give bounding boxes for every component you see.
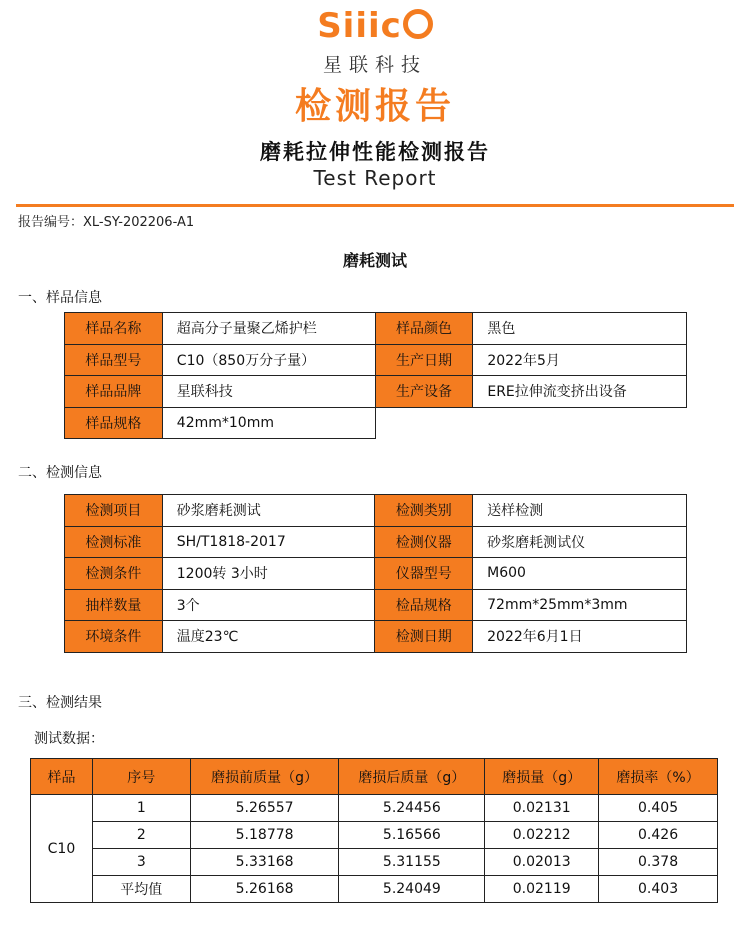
table-cell: 0.02119: [485, 876, 599, 903]
column-header: 磨损前质量（g）: [190, 759, 339, 795]
header-divider: [16, 204, 734, 207]
info-value: 72mm*25mm*3mm: [473, 589, 687, 621]
report-subtitle-en: Test Report: [313, 166, 437, 190]
info-value: 1200转 3小时: [162, 558, 375, 590]
table-cell: 5.24049: [339, 876, 485, 903]
info-value: 2022年5月: [473, 344, 687, 376]
table-cell: 2: [92, 822, 190, 849]
table-cell: 0.405: [599, 795, 718, 822]
info-value: 送样检测: [473, 495, 687, 527]
info-row: [65, 589, 687, 621]
info-label: 仪器型号: [375, 558, 473, 590]
test-name: 磨耗测试: [342, 251, 407, 270]
table-cell: 0.02013: [485, 849, 599, 876]
info-label: 检测标准: [65, 526, 163, 558]
section-heading-result: 三、检测结果: [18, 695, 102, 711]
info-row: [65, 407, 687, 439]
info-value: 超高分子量聚乙烯护栏: [162, 313, 375, 345]
info-label: 生产设备: [375, 376, 473, 408]
table-cell: 0.403: [599, 876, 718, 903]
info-value: SH/T1818-2017: [162, 526, 375, 558]
info-label: 环境条件: [65, 621, 163, 653]
table-cell: 0.378: [599, 849, 718, 876]
info-value: 温度23℃: [162, 621, 375, 653]
table-cell: 5.26168: [190, 876, 339, 903]
table-row: [31, 795, 718, 822]
table-row: [31, 849, 718, 876]
info-row: [65, 344, 687, 376]
column-header: 磨损后质量（g）: [339, 759, 485, 795]
info-row: [65, 313, 687, 345]
column-header: 磨损量（g）: [485, 759, 599, 795]
sample-info-table: [64, 312, 687, 439]
info-value: 星联科技: [162, 376, 375, 408]
info-label: 检品规格: [375, 589, 473, 621]
table-cell: 平均值: [92, 876, 190, 903]
table-cell: 5.16566: [339, 822, 485, 849]
info-value: ERE拉伸流变挤出设备: [473, 376, 687, 408]
table-cell: 3: [92, 849, 190, 876]
section-heading-sample: 一、样品信息: [18, 290, 102, 306]
brand-name: 星联科技: [322, 54, 427, 76]
info-label: 样品名称: [65, 313, 163, 345]
info-row: [65, 621, 687, 653]
info-label: 样品颜色: [375, 313, 473, 345]
table-cell: 0.426: [599, 822, 718, 849]
table-cell: 5.33168: [190, 849, 339, 876]
info-value: 42mm*10mm: [162, 407, 375, 439]
info-row: [65, 558, 687, 590]
report-number: 报告编号：XL-SY-202206-A1: [18, 215, 195, 230]
table-row: [31, 822, 718, 849]
section-heading-test: 二、检测信息: [18, 465, 102, 481]
column-header: 样品: [31, 759, 93, 795]
logo-text: Siiic: [317, 6, 402, 46]
info-label: 检测仪器: [375, 526, 473, 558]
info-value: M600: [473, 558, 687, 590]
info-label: 样品品牌: [65, 376, 163, 408]
info-value: 砂浆磨耗测试: [162, 495, 375, 527]
table-cell: 5.24456: [339, 795, 485, 822]
info-value: 3个: [162, 589, 375, 621]
table-cell: 5.18778: [190, 822, 339, 849]
info-label: 样品规格: [65, 407, 163, 439]
info-row: [65, 376, 687, 408]
info-value: C10（850万分子量）: [162, 344, 375, 376]
test-data-label: 测试数据：: [34, 731, 104, 747]
table-cell: 5.31155: [339, 849, 485, 876]
results-table: [30, 758, 718, 903]
column-header: 序号: [92, 759, 190, 795]
company-logo: [0, 6, 750, 46]
column-header: 磨损率（%）: [599, 759, 718, 795]
info-label: 生产日期: [375, 344, 473, 376]
info-label: 检测类别: [375, 495, 473, 527]
info-row: [65, 495, 687, 527]
page-title: 检测报告: [294, 86, 455, 127]
logo-ring-icon: [403, 9, 433, 39]
info-label: 检测条件: [65, 558, 163, 590]
info-label: 样品型号: [65, 344, 163, 376]
table-cell: 1: [92, 795, 190, 822]
table-row: [31, 876, 718, 903]
info-row: [65, 526, 687, 558]
info-value: 2022年6月1日: [473, 621, 687, 653]
report-subtitle: 磨耗拉伸性能检测报告: [260, 140, 490, 164]
test-info-table: [64, 494, 687, 653]
sample-cell: C10: [31, 795, 93, 903]
info-label: 抽样数量: [65, 589, 163, 621]
info-label: 检测项目: [65, 495, 163, 527]
info-label: 检测日期: [375, 621, 473, 653]
table-cell: 0.02131: [485, 795, 599, 822]
info-value: 砂浆磨耗测试仪: [473, 526, 687, 558]
info-value: 黑色: [473, 313, 687, 345]
table-cell: 0.02212: [485, 822, 599, 849]
table-cell: 5.26557: [190, 795, 339, 822]
